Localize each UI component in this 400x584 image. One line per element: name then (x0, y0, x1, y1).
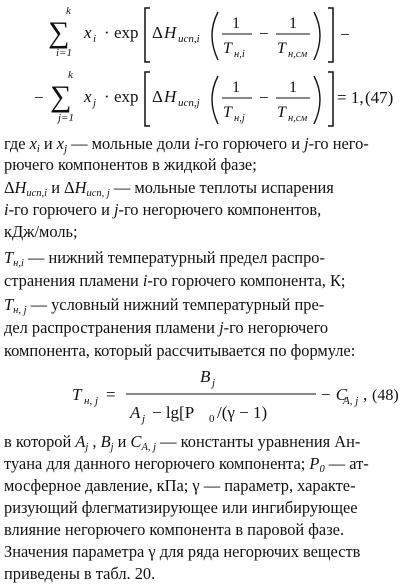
bracket-right-2 (328, 72, 333, 126)
frac-num-1a: 1 (232, 15, 240, 32)
frac-den-T-1b: T (277, 40, 286, 57)
den-A: A (130, 403, 141, 422)
equals-48: = (106, 385, 116, 404)
sub-H-i: исп,i (178, 33, 200, 45)
equation-47 (0, 0, 400, 128)
equation-number-48: (48) (372, 387, 399, 404)
bracket-left-1 (145, 8, 150, 62)
paren-right-2 (314, 76, 320, 124)
text-line: i-го горючего и j-го негорючего компонентов, (4, 200, 322, 219)
text-line: $T_{н,i}$ — нижний температурный предел распро- (4, 248, 325, 269)
frac-den-T-2a: T (223, 104, 232, 121)
var-x-j: x (84, 87, 92, 106)
den-P-sub: 0 (209, 413, 215, 425)
lhs-sub: н, j (84, 395, 99, 407)
sum-lower-limit-2: j=1 (58, 112, 74, 124)
text-line: странения пламени i-го горючего компонента, К; (4, 271, 346, 290)
text-line: $\Delta H_{исп,i}$ и $\Delta H_{исп, j}$ — мольные теплоты испарения (4, 178, 334, 199)
exp-1: exp (114, 23, 139, 42)
frac-den-T-2b: T (277, 104, 286, 121)
leading-minus: − (34, 88, 44, 107)
trailing-minus: − (340, 25, 350, 44)
minus-inner-2: − (259, 88, 269, 107)
minus-C: − C (320, 385, 348, 404)
frac-num-2b: 1 (289, 79, 297, 96)
var-H-1: H (164, 23, 177, 42)
delta-1: Δ (152, 23, 163, 42)
text-line: влияние негорючего компонента в паровой фазе. (4, 520, 345, 539)
text-line: где $x_i$ и $x_j$ — мольные доли i-го горючего и j-го него- (4, 134, 369, 155)
equation-48 (0, 358, 400, 438)
delta-2: Δ (152, 87, 163, 106)
den-A-sub: j (142, 413, 146, 425)
minus-inner-1: − (259, 24, 269, 43)
num-B-sub: j (212, 377, 216, 389)
var-x-i: x (84, 23, 92, 42)
C-sub: A, j (343, 395, 359, 407)
den-lg: − lg[P (152, 403, 195, 422)
sum-lower-limit-1: i=1 (56, 47, 72, 59)
dot-2: · (104, 87, 110, 106)
paren-right-1 (314, 12, 320, 60)
sum-sign-1: ∑ (48, 16, 70, 49)
paren-left-2 (212, 76, 218, 124)
text-line: приведены в табл. 20. (4, 564, 156, 583)
text-line: ризующий флегматизирующее или ингибирующее (4, 498, 358, 517)
lhs-T: T (72, 385, 82, 404)
text-line: Значения параметра γ для ряда негорючих веществ (4, 542, 361, 561)
frac-num-1b: 1 (289, 15, 297, 32)
frac-den-sub-1b: н,см (288, 49, 308, 60)
num-B: B (200, 367, 211, 386)
frac-den-T-1a: T (223, 40, 232, 57)
text-line: $T_{н, j}$ — условный нижний температурный пре- (4, 295, 325, 316)
frac-den-sub-1a: н,i (234, 49, 245, 60)
var-H-2: H (164, 87, 177, 106)
paren-left-1 (212, 12, 218, 60)
den-tail: /(γ − 1) (217, 403, 268, 422)
text-line: кДж/моль; (4, 222, 78, 241)
frac-den-sub-2b: н,см (288, 113, 308, 124)
bracket-left-2 (145, 72, 150, 126)
text-line: дел распространения пламени j-го негорючего (4, 318, 329, 337)
text-line: мосферное давление, кПа; γ — параметр, характе- (4, 476, 356, 495)
text-line: в которой $A_j$ , $B_j$ и $C_{A, j}$ — константы уравнения Ан- (4, 432, 361, 453)
text-line: туана для данного негорючего компонента; $P_0$ — ат- (4, 454, 369, 475)
text-line: рючего компонентов в жидкой фазе; (4, 155, 257, 174)
comma-48: , (363, 385, 368, 404)
sub-i: i (93, 33, 97, 45)
frac-num-2a: 1 (232, 79, 240, 96)
sub-H-j: исп,j (178, 97, 200, 109)
sub-j: j (93, 97, 97, 109)
sum-sign-2: ∑ (50, 80, 72, 113)
frac-den-sub-2a: н,j (234, 113, 245, 124)
sum-upper-limit-2: k (68, 69, 73, 81)
exp-2: exp (114, 87, 139, 106)
dot-1: · (104, 23, 110, 42)
equation-number-47: (47) (365, 88, 394, 107)
sum-upper-limit-1: k (66, 5, 71, 17)
equals-one: = 1, (337, 88, 364, 107)
text-line: компонента, который рассчитывается по формуле: (4, 341, 356, 360)
bracket-right-1 (328, 8, 333, 62)
